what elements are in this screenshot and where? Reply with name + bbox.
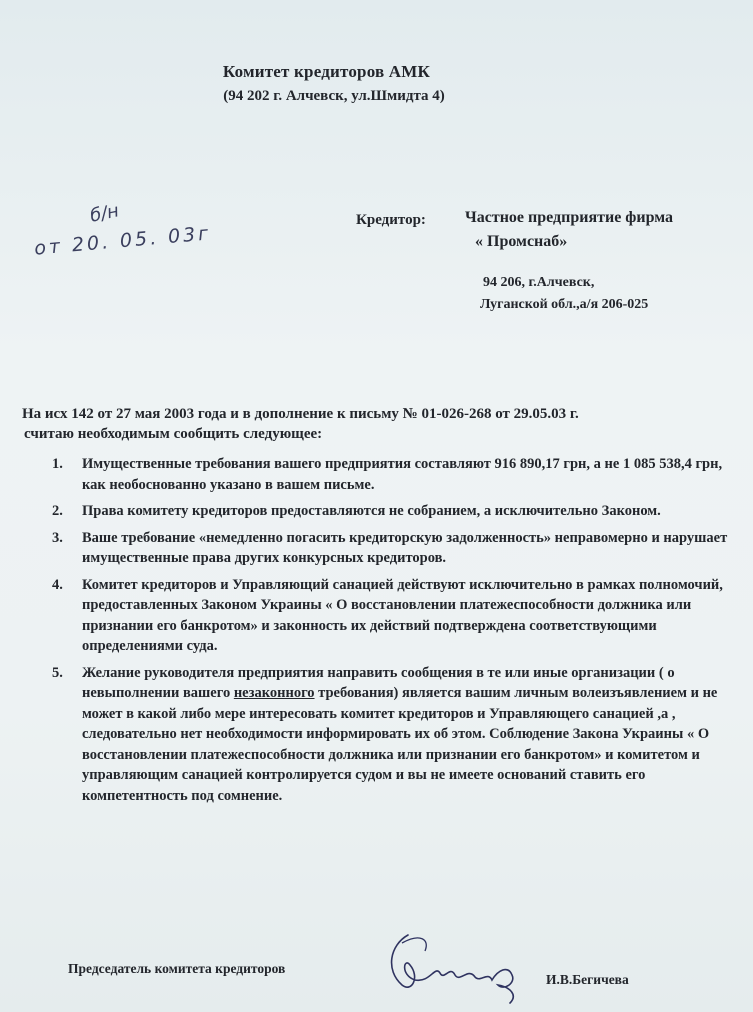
creditor-label: Кредитор: — [356, 212, 426, 228]
item-text-b: требования) является вашим личным волеизъявлением и не может в какой либо мере интересовать комитет кредиторов и Управляющего санацией ,а , следовательно нет необходимости информировать их об этом. Соблюдение Закона Украины « О восстановлении платежеспособности должника или признании его банкротом» и комитетом и управляющим санацией контролируется судом и вы не имеете оснований ставить его компетентность под сомнение. — [82, 685, 718, 804]
creditor-address-line2: Луганской обл.,а/я 206-025 — [480, 297, 649, 312]
letterhead — [0, 62, 753, 105]
item-text: Права комитету кредиторов предоставляются не собранием, а исключительно Законом. — [82, 503, 661, 519]
list-item — [20, 501, 732, 522]
item-number: 1. — [52, 456, 63, 472]
list-item — [20, 528, 732, 569]
creditor-name — [465, 206, 673, 254]
signature-image — [380, 925, 530, 1005]
item-text: Имущественные требования вашего предприятия составляют 916 890,17 грн, а не 1 085 538,4 грн, как необоснованно указано в вашем письме. — [82, 456, 723, 493]
list-item — [20, 663, 732, 807]
intro-line-2: считаю необходимым сообщить следующее: — [24, 426, 323, 442]
item-text: Комитет кредиторов и Управляющий санацией действуют исключительно в рамках полномочий, предоставленных Законом Украины « О восстановлении платежеспособности должника или признании его банкротом» и законность их действий подтверждена соответствующими определениями суда. — [82, 576, 723, 654]
creditor-name-line1: Частное предприятие фирма — [465, 209, 674, 226]
committee-address: (94 202 г. Алчевск, ул.Шмидта 4) — [223, 88, 445, 104]
creditor-address-line1: 94 206, г.Алчевск, — [483, 275, 595, 290]
points-list — [20, 454, 732, 812]
handwritten-date: от 20. 05. 03г — [33, 222, 213, 260]
item-text: Ваше требование «немедленно погасить кредиторскую задолженность» неправомерно и нарушает имущественные права других конкурсных кредиторов. — [82, 529, 728, 566]
handwritten-ref-mark: б/н — [88, 200, 121, 227]
item-number: 2. — [52, 503, 63, 519]
list-item — [20, 454, 732, 495]
underlined-word: незаконного — [233, 685, 315, 701]
intro-paragraph — [22, 404, 742, 444]
intro-line-1: На исх 142 от 27 мая 2003 года и в дополнение к письму № 01-026-268 от 29.05.03 г. — [22, 406, 579, 422]
item-number: 4. — [52, 576, 63, 593]
committee-title: Комитет кредиторов АМК — [222, 62, 431, 81]
item-number: 5. — [52, 664, 63, 681]
chairman-title: Председатель комитета кредиторов — [68, 961, 286, 976]
creditor-address — [480, 272, 648, 316]
item-number: 3. — [52, 529, 63, 546]
item-text-a: Желание руководителя предприятия направить сообщения в те или иные организации ( о невыполнении вашего — [82, 664, 675, 701]
signatory-name: И.В.Бегичева — [546, 972, 629, 987]
creditor-name-line2: « Промснаб» — [475, 233, 568, 250]
list-item — [20, 575, 732, 657]
